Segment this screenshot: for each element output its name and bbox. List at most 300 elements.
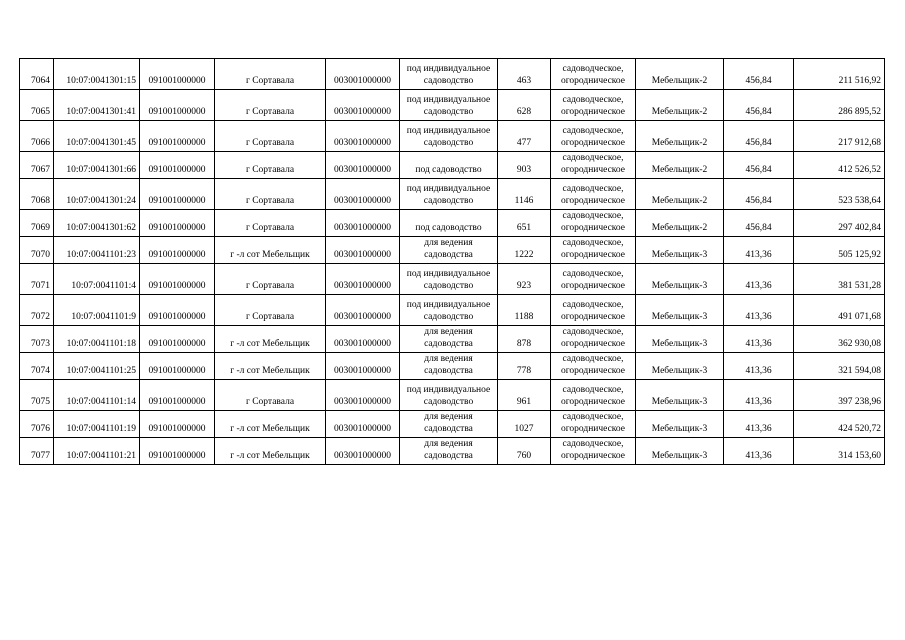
cell-row-number-text: 7074 xyxy=(31,366,50,376)
cell-code xyxy=(326,179,400,210)
cell-specific-value-text: 456,84 xyxy=(745,138,772,148)
cell-okato-code-text: 091001000000 xyxy=(148,250,206,260)
cell-row-number xyxy=(20,152,54,179)
cell-cadastral-value-text: 505 125,92 xyxy=(838,250,881,260)
cell-locality xyxy=(215,295,326,326)
cell-cadastral-value-text: 381 531,28 xyxy=(838,281,881,291)
cell-specific-value-text: 413,36 xyxy=(745,250,772,260)
cell-specific-value-text: 413,36 xyxy=(745,424,772,434)
cell-row-number xyxy=(20,353,54,380)
cell-use-category xyxy=(551,90,636,121)
cell-area xyxy=(498,380,551,411)
cell-row-number xyxy=(20,411,54,438)
cell-cadastral-value-text: 424 520,72 xyxy=(838,424,881,434)
cell-valuation-zone-text: Мебельщик-3 xyxy=(651,339,708,349)
cell-cadastral-value-text: 412 526,52 xyxy=(838,165,881,175)
cell-area xyxy=(498,411,551,438)
cell-locality xyxy=(215,59,326,90)
cell-okato-code xyxy=(140,152,215,179)
cell-okato-code xyxy=(140,59,215,90)
cell-use-category xyxy=(551,353,636,380)
cell-okato-code xyxy=(140,237,215,264)
cell-use-category-text: садоводческое, огородническое xyxy=(560,354,626,376)
cell-row-number-text: 7065 xyxy=(31,107,50,117)
cell-okato-code xyxy=(140,326,215,353)
cell-cadastral-number-text: 10:07:0041301:41 xyxy=(66,107,136,117)
cell-use-category xyxy=(551,411,636,438)
cell-permitted-use xyxy=(400,179,498,210)
cell-area-text: 878 xyxy=(516,339,532,349)
cell-valuation-zone-text: Мебельщик-3 xyxy=(651,281,708,291)
cell-cadastral-value-text: 523 538,64 xyxy=(838,196,881,206)
cell-specific-value-text: 413,36 xyxy=(745,366,772,376)
cell-row-number xyxy=(20,438,54,465)
cell-valuation-zone-text: Мебельщик-2 xyxy=(651,196,708,206)
cell-valuation-zone xyxy=(636,380,724,411)
cell-specific-value xyxy=(724,59,794,90)
cell-row-number-text: 7072 xyxy=(31,312,50,322)
cell-area xyxy=(498,152,551,179)
cell-cadastral-number xyxy=(54,210,140,237)
table-row xyxy=(20,380,885,411)
cell-okato-code xyxy=(140,438,215,465)
cell-row-number-text: 7067 xyxy=(31,165,50,175)
cell-cadastral-value-text: 314 153,60 xyxy=(838,451,881,461)
cell-use-category-text: садоводческое, огородническое xyxy=(560,211,626,233)
cell-specific-value xyxy=(724,326,794,353)
cell-cadastral-number xyxy=(54,411,140,438)
table-row xyxy=(20,438,885,465)
cell-code-text: 003001000000 xyxy=(334,451,391,461)
cell-locality-text: г -л сот Мебельщик xyxy=(230,339,310,349)
table-row xyxy=(20,411,885,438)
cell-row-number-text: 7075 xyxy=(31,397,50,407)
cell-permitted-use-text: под индивидуальное садоводство xyxy=(406,95,491,117)
cell-okato-code-text: 091001000000 xyxy=(148,312,206,322)
cell-cadastral-number xyxy=(54,152,140,179)
cell-area xyxy=(498,59,551,90)
cell-use-category xyxy=(551,326,636,353)
cell-cadastral-number-text: 10:07:0041301:66 xyxy=(66,165,136,175)
cell-specific-value xyxy=(724,380,794,411)
cell-specific-value-text: 456,84 xyxy=(745,107,772,117)
cell-cadastral-value xyxy=(794,295,885,326)
cell-code xyxy=(326,90,400,121)
cell-code xyxy=(326,264,400,295)
cell-permitted-use xyxy=(400,210,498,237)
cell-specific-value xyxy=(724,152,794,179)
cell-area-text: 628 xyxy=(516,107,532,117)
cell-okato-code-text: 091001000000 xyxy=(148,196,206,206)
cell-area xyxy=(498,210,551,237)
cell-row-number xyxy=(20,121,54,152)
cadastral-value-table xyxy=(19,58,885,465)
cell-permitted-use-text: для ведения садоводства xyxy=(424,354,473,376)
cell-area xyxy=(498,179,551,210)
cell-row-number-text: 7071 xyxy=(31,281,50,291)
cell-permitted-use-text: для ведения садоводства xyxy=(424,412,473,434)
cell-permitted-use xyxy=(400,237,498,264)
table-row xyxy=(20,90,885,121)
cell-row-number xyxy=(20,326,54,353)
cell-cadastral-number xyxy=(54,121,140,152)
table-row xyxy=(20,179,885,210)
cell-okato-code-text: 091001000000 xyxy=(148,107,206,117)
cell-valuation-zone-text: Мебельщик-2 xyxy=(651,76,708,86)
cell-locality xyxy=(215,237,326,264)
cell-use-category-text: садоводческое, огородническое xyxy=(560,327,626,349)
cell-code-text: 003001000000 xyxy=(334,165,391,175)
cell-valuation-zone xyxy=(636,353,724,380)
cell-cadastral-number xyxy=(54,179,140,210)
cell-use-category xyxy=(551,59,636,90)
cell-code-text: 003001000000 xyxy=(334,223,391,233)
cell-valuation-zone-text: Мебельщик-2 xyxy=(651,138,708,148)
cell-specific-value xyxy=(724,210,794,237)
cell-okato-code xyxy=(140,295,215,326)
cell-use-category-text: садоводческое, огородническое xyxy=(560,412,626,434)
cell-use-category-text: садоводческое, огородническое xyxy=(560,269,626,291)
cell-use-category xyxy=(551,179,636,210)
cell-area xyxy=(498,295,551,326)
cell-cadastral-number-text: 10:07:0041101:21 xyxy=(66,451,136,461)
cell-okato-code-text: 091001000000 xyxy=(148,339,206,349)
cell-row-number xyxy=(20,237,54,264)
cell-cadastral-value-text: 362 930,08 xyxy=(838,339,881,349)
cell-cadastral-number-text: 10:07:0041301:24 xyxy=(66,196,136,206)
cell-row-number-text: 7076 xyxy=(31,424,50,434)
cell-specific-value-text: 413,36 xyxy=(745,281,772,291)
cell-use-category xyxy=(551,438,636,465)
cell-permitted-use xyxy=(400,59,498,90)
cell-okato-code-text: 091001000000 xyxy=(148,424,206,434)
cell-valuation-zone xyxy=(636,179,724,210)
cell-locality-text: г Сортавала xyxy=(245,223,295,233)
cell-code xyxy=(326,411,400,438)
cell-use-category xyxy=(551,295,636,326)
cell-cadastral-number xyxy=(54,59,140,90)
cell-okato-code-text: 091001000000 xyxy=(148,281,206,291)
table-row xyxy=(20,121,885,152)
cell-valuation-zone xyxy=(636,59,724,90)
cell-valuation-zone-text: Мебельщик-2 xyxy=(651,223,708,233)
cell-specific-value xyxy=(724,411,794,438)
cell-code xyxy=(326,210,400,237)
cell-row-number-text: 7066 xyxy=(31,138,50,148)
cell-cadastral-number xyxy=(54,353,140,380)
cell-specific-value xyxy=(724,264,794,295)
cell-valuation-zone-text: Мебельщик-3 xyxy=(651,397,708,407)
cell-use-category xyxy=(551,152,636,179)
cell-specific-value xyxy=(724,237,794,264)
cell-cadastral-number-text: 10:07:0041101:23 xyxy=(66,250,136,260)
cell-cadastral-value xyxy=(794,59,885,90)
cell-area-text: 477 xyxy=(516,138,532,148)
cell-valuation-zone-text: Мебельщик-3 xyxy=(651,312,708,322)
cell-locality-text: г Сортавала xyxy=(245,138,295,148)
cell-cadastral-value xyxy=(794,326,885,353)
cell-okato-code xyxy=(140,179,215,210)
cell-okato-code xyxy=(140,380,215,411)
cell-cadastral-number-text: 10:07:0041101:25 xyxy=(66,366,136,376)
table-row xyxy=(20,326,885,353)
cell-use-category-text: садоводческое, огородническое xyxy=(560,64,626,86)
cell-area xyxy=(498,353,551,380)
cell-cadastral-value xyxy=(794,152,885,179)
cell-cadastral-value xyxy=(794,353,885,380)
cell-locality-text: г Сортавала xyxy=(245,76,295,86)
cell-locality-text: г Сортавала xyxy=(245,281,295,291)
cell-okato-code-text: 091001000000 xyxy=(148,76,206,86)
cell-area-text: 463 xyxy=(516,76,532,86)
cell-valuation-zone-text: Мебельщик-2 xyxy=(651,165,708,175)
cell-use-category-text: садоводческое, огородническое xyxy=(560,184,626,206)
cell-permitted-use-text: под индивидуальное садоводство xyxy=(406,300,491,322)
cell-area-text: 1146 xyxy=(514,196,534,206)
cell-permitted-use xyxy=(400,121,498,152)
cell-code-text: 003001000000 xyxy=(334,107,391,117)
cell-specific-value-text: 413,36 xyxy=(745,312,772,322)
cell-row-number-text: 7068 xyxy=(31,196,50,206)
cell-cadastral-value xyxy=(794,380,885,411)
cell-use-category xyxy=(551,121,636,152)
cell-use-category-text: садоводческое, огородническое xyxy=(560,300,626,322)
cell-specific-value-text: 456,84 xyxy=(745,76,772,86)
cell-okato-code xyxy=(140,210,215,237)
cell-cadastral-number xyxy=(54,90,140,121)
cell-locality xyxy=(215,380,326,411)
cell-locality-text: г -л сот Мебельщик xyxy=(230,424,310,434)
cell-permitted-use-text: под садоводство xyxy=(415,165,482,175)
cell-code xyxy=(326,295,400,326)
cell-cadastral-value-text: 491 071,68 xyxy=(838,312,881,322)
cell-cadastral-number-text: 10:07:0041101:18 xyxy=(66,339,136,349)
cell-locality-text: г Сортавала xyxy=(245,196,295,206)
cell-specific-value-text: 456,84 xyxy=(745,165,772,175)
cell-area-text: 1222 xyxy=(514,250,534,260)
cell-specific-value-text: 456,84 xyxy=(745,223,772,233)
cell-okato-code-text: 091001000000 xyxy=(148,138,206,148)
cell-valuation-zone xyxy=(636,121,724,152)
cell-area-text: 760 xyxy=(516,451,532,461)
cell-okato-code xyxy=(140,121,215,152)
cell-cadastral-value xyxy=(794,237,885,264)
cell-use-category-text: садоводческое, огородническое xyxy=(560,238,626,260)
cell-specific-value xyxy=(724,121,794,152)
cell-row-number xyxy=(20,179,54,210)
cell-area xyxy=(498,121,551,152)
table-row xyxy=(20,264,885,295)
cell-valuation-zone xyxy=(636,295,724,326)
cell-cadastral-number-text: 10:07:0041301:15 xyxy=(66,76,136,86)
cell-row-number-text: 7070 xyxy=(31,250,50,260)
cell-code xyxy=(326,121,400,152)
cell-valuation-zone xyxy=(636,411,724,438)
cell-valuation-zone xyxy=(636,264,724,295)
cell-valuation-zone xyxy=(636,210,724,237)
cell-cadastral-number-text: 10:07:0041301:45 xyxy=(66,138,136,148)
cell-okato-code-text: 091001000000 xyxy=(148,366,206,376)
cell-area-text: 903 xyxy=(516,165,532,175)
cell-cadastral-number xyxy=(54,326,140,353)
cell-specific-value-text: 413,36 xyxy=(745,397,772,407)
cell-locality xyxy=(215,353,326,380)
cell-cadastral-value-text: 397 238,96 xyxy=(838,397,881,407)
cell-cadastral-value xyxy=(794,411,885,438)
cell-cadastral-number-text: 10:07:0041101:4 xyxy=(71,281,136,291)
table-body xyxy=(20,59,885,465)
cell-permitted-use-text: под индивидуальное садоводство xyxy=(406,385,491,407)
cell-okato-code-text: 091001000000 xyxy=(148,165,206,175)
cell-area xyxy=(498,438,551,465)
cell-permitted-use xyxy=(400,295,498,326)
cell-permitted-use xyxy=(400,90,498,121)
cell-code-text: 003001000000 xyxy=(334,339,391,349)
cell-cadastral-value xyxy=(794,90,885,121)
cell-cadastral-number xyxy=(54,438,140,465)
cell-area-text: 961 xyxy=(516,397,532,407)
table-row xyxy=(20,295,885,326)
cell-permitted-use-text: для ведения садоводства xyxy=(424,327,473,349)
cell-valuation-zone xyxy=(636,90,724,121)
cell-specific-value xyxy=(724,90,794,121)
cell-locality-text: г Сортавала xyxy=(245,397,295,407)
cell-code-text: 003001000000 xyxy=(334,196,391,206)
cell-specific-value xyxy=(724,438,794,465)
cell-locality-text: г -л сот Мебельщик xyxy=(230,366,310,376)
cell-locality xyxy=(215,121,326,152)
cell-code-text: 003001000000 xyxy=(334,397,391,407)
cell-valuation-zone xyxy=(636,237,724,264)
cell-permitted-use-text: под индивидуальное садоводство xyxy=(406,64,491,86)
cell-code-text: 003001000000 xyxy=(334,366,391,376)
cell-permitted-use-text: под индивидуальное садоводство xyxy=(406,269,491,291)
cell-locality-text: г -л сот Мебельщик xyxy=(230,250,310,260)
cell-specific-value xyxy=(724,353,794,380)
cell-specific-value-text: 413,36 xyxy=(745,339,772,349)
cell-area xyxy=(498,264,551,295)
cell-row-number-text: 7064 xyxy=(31,76,50,86)
cell-cadastral-value xyxy=(794,210,885,237)
cell-row-number-text: 7069 xyxy=(31,223,50,233)
cell-area-text: 923 xyxy=(516,281,532,291)
cell-cadastral-value-text: 321 594,08 xyxy=(838,366,881,376)
table-row xyxy=(20,59,885,90)
cell-locality xyxy=(215,326,326,353)
cell-valuation-zone xyxy=(636,152,724,179)
cell-row-number-text: 7077 xyxy=(31,451,50,461)
cell-code-text: 003001000000 xyxy=(334,250,391,260)
cell-code xyxy=(326,152,400,179)
cell-use-category-text: садоводческое, огородническое xyxy=(560,385,626,407)
cell-cadastral-value-text: 297 402,84 xyxy=(838,223,881,233)
cell-locality-text: г Сортавала xyxy=(245,312,295,322)
cell-cadastral-value xyxy=(794,121,885,152)
cell-area xyxy=(498,237,551,264)
cell-row-number xyxy=(20,59,54,90)
cell-cadastral-value-text: 211 516,92 xyxy=(838,76,881,86)
cell-valuation-zone-text: Мебельщик-3 xyxy=(651,366,708,376)
table-row xyxy=(20,210,885,237)
cell-specific-value-text: 413,36 xyxy=(745,451,772,461)
cell-okato-code-text: 091001000000 xyxy=(148,397,206,407)
cell-cadastral-value xyxy=(794,179,885,210)
cell-cadastral-value-text: 217 912,68 xyxy=(838,138,881,148)
table-row xyxy=(20,152,885,179)
cell-cadastral-number xyxy=(54,295,140,326)
cell-locality xyxy=(215,264,326,295)
cell-locality xyxy=(215,438,326,465)
cell-okato-code-text: 091001000000 xyxy=(148,451,206,461)
cell-area xyxy=(498,326,551,353)
cell-area-text: 778 xyxy=(516,366,532,376)
cell-okato-code xyxy=(140,264,215,295)
cell-cadastral-value-text: 286 895,52 xyxy=(838,107,881,117)
cell-area-text: 651 xyxy=(516,223,532,233)
cell-cadastral-number xyxy=(54,237,140,264)
cell-locality xyxy=(215,179,326,210)
cell-area-text: 1027 xyxy=(514,424,534,434)
cell-code xyxy=(326,438,400,465)
cell-code xyxy=(326,237,400,264)
cell-code-text: 003001000000 xyxy=(334,424,391,434)
cell-okato-code-text: 091001000000 xyxy=(148,223,206,233)
cell-use-category xyxy=(551,264,636,295)
cell-valuation-zone-text: Мебельщик-3 xyxy=(651,451,708,461)
cell-permitted-use-text: под садоводство xyxy=(415,223,482,233)
cell-valuation-zone-text: Мебельщик-3 xyxy=(651,250,708,260)
cell-permitted-use xyxy=(400,264,498,295)
cell-cadastral-value xyxy=(794,438,885,465)
cell-row-number xyxy=(20,264,54,295)
cell-row-number xyxy=(20,210,54,237)
cell-use-category xyxy=(551,210,636,237)
cell-use-category-text: садоводческое, огородническое xyxy=(560,126,626,148)
cell-code xyxy=(326,326,400,353)
cell-row-number xyxy=(20,90,54,121)
table-row xyxy=(20,237,885,264)
cell-okato-code xyxy=(140,353,215,380)
cell-permitted-use xyxy=(400,152,498,179)
cell-locality xyxy=(215,210,326,237)
cell-code-text: 003001000000 xyxy=(334,76,391,86)
cell-locality xyxy=(215,152,326,179)
cell-locality-text: г -л сот Мебельщик xyxy=(230,451,310,461)
cell-cadastral-value xyxy=(794,264,885,295)
cell-code xyxy=(326,59,400,90)
cell-specific-value xyxy=(724,179,794,210)
cell-valuation-zone xyxy=(636,438,724,465)
cell-cadastral-number-text: 10:07:0041301:62 xyxy=(66,223,136,233)
cell-permitted-use-text: для ведения садоводства xyxy=(424,439,473,461)
cell-cadastral-number-text: 10:07:0041101:9 xyxy=(71,312,136,322)
cell-valuation-zone-text: Мебельщик-3 xyxy=(651,424,708,434)
cell-cadastral-number xyxy=(54,380,140,411)
cell-permitted-use xyxy=(400,326,498,353)
cell-use-category xyxy=(551,380,636,411)
cell-use-category xyxy=(551,237,636,264)
cell-code xyxy=(326,380,400,411)
cell-row-number xyxy=(20,380,54,411)
cell-code xyxy=(326,353,400,380)
cell-okato-code xyxy=(140,411,215,438)
cell-permitted-use xyxy=(400,380,498,411)
cell-cadastral-number-text: 10:07:0041101:19 xyxy=(66,424,136,434)
cell-permitted-use xyxy=(400,411,498,438)
table-row xyxy=(20,353,885,380)
cell-area-text: 1188 xyxy=(514,312,534,322)
cell-use-category-text: садоводческое, огородническое xyxy=(560,153,626,175)
